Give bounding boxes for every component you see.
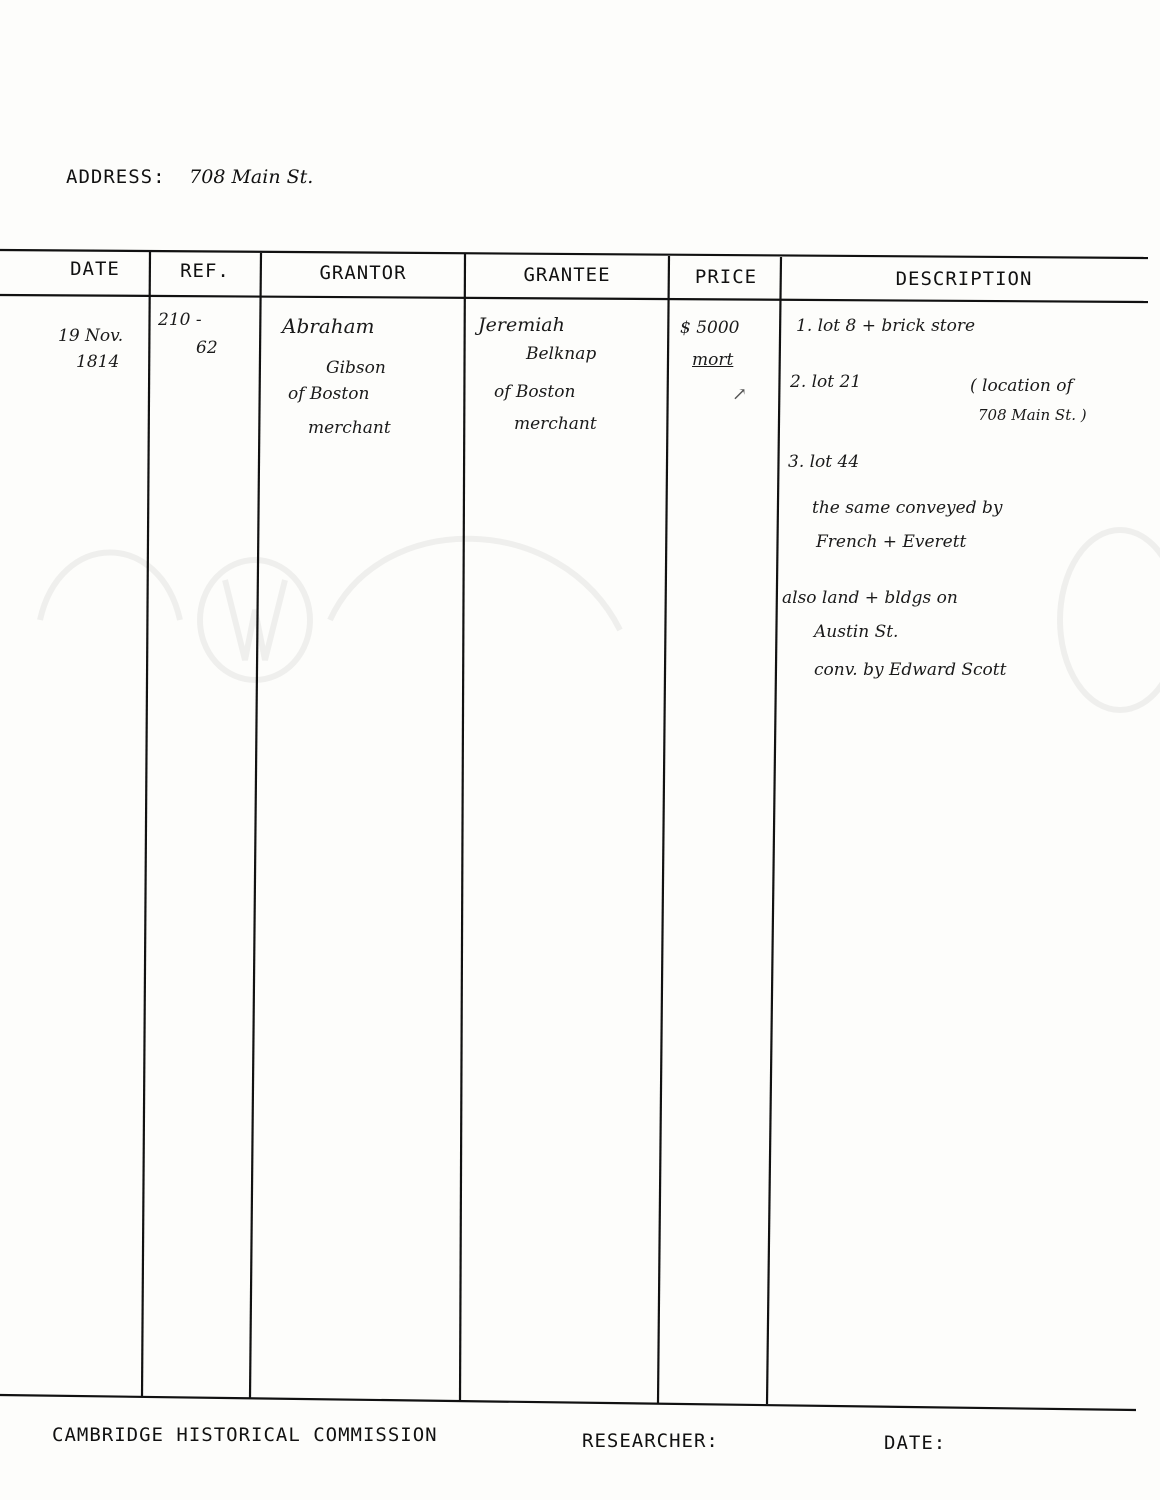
description-line-3: ( location of xyxy=(970,376,1073,396)
entry-grantor-line-3: of Boston xyxy=(288,384,370,404)
address-label: ADDRESS: xyxy=(66,166,166,188)
description-line-7: French + Everett xyxy=(816,532,967,552)
column-header-date: DATE xyxy=(70,258,120,280)
footer-researcher-label: RESEARCHER: xyxy=(582,1430,719,1452)
column-header-grantor: GRANTOR xyxy=(319,262,407,284)
description-line-4: 708 Main St. ) xyxy=(978,406,1087,424)
footer-organization: CAMBRIDGE HISTORICAL COMMISSION xyxy=(52,1424,438,1446)
entry-date-day: 19 Nov. xyxy=(58,326,124,346)
column-header-price: PRICE xyxy=(694,266,758,288)
entry-price-note: mort xyxy=(692,350,734,370)
entry-date-year: 1814 xyxy=(76,352,120,372)
description-line-1: 1. lot 8 + brick store xyxy=(796,316,976,336)
column-divider-4 xyxy=(658,256,669,1403)
description-line-10: conv. by Edward Scott xyxy=(814,660,1007,680)
entry-grantee-line-1: Jeremiah xyxy=(478,314,565,336)
description-line-2: 2. lot 21 xyxy=(790,372,862,392)
column-header-grantee: GRANTEE xyxy=(523,264,611,286)
column-divider-5 xyxy=(767,257,781,1404)
entry-grantee-line-3: of Boston xyxy=(494,382,576,402)
header-bottom-rule xyxy=(0,295,1148,302)
footer-rule xyxy=(0,1395,1136,1410)
footer-date-label: DATE: xyxy=(884,1432,947,1454)
description-line-9: Austin St. xyxy=(814,622,899,642)
description-line-6: the same conveyed by xyxy=(812,498,1003,518)
description-line-5: 3. lot 44 xyxy=(788,452,860,472)
address-value: 708 Main St. xyxy=(189,166,314,188)
header-top-rule xyxy=(0,250,1148,258)
column-divider-3 xyxy=(460,254,465,1401)
entry-grantee-line-2: Belknap xyxy=(526,344,597,364)
description-line-8: also land + bldgs on xyxy=(782,588,958,608)
column-header-ref: REF. xyxy=(180,260,230,282)
entry-grantor-line-4: merchant xyxy=(308,418,391,438)
column-divider-2 xyxy=(250,253,261,1398)
entry-grantor-line-2: Gibson xyxy=(326,358,386,378)
column-header-description: DESCRIPTION xyxy=(895,268,1033,290)
entry-grantor-line-1: Abraham xyxy=(282,314,375,338)
column-divider-1 xyxy=(142,252,150,1397)
entry-grantee-line-4: merchant xyxy=(514,414,597,434)
entry-ref-book: 210 - xyxy=(158,310,202,330)
arrow-icon: ↗ xyxy=(732,384,748,405)
entry-ref-page: 62 xyxy=(196,338,218,358)
entry-price-amount: $ 5000 xyxy=(680,318,740,338)
